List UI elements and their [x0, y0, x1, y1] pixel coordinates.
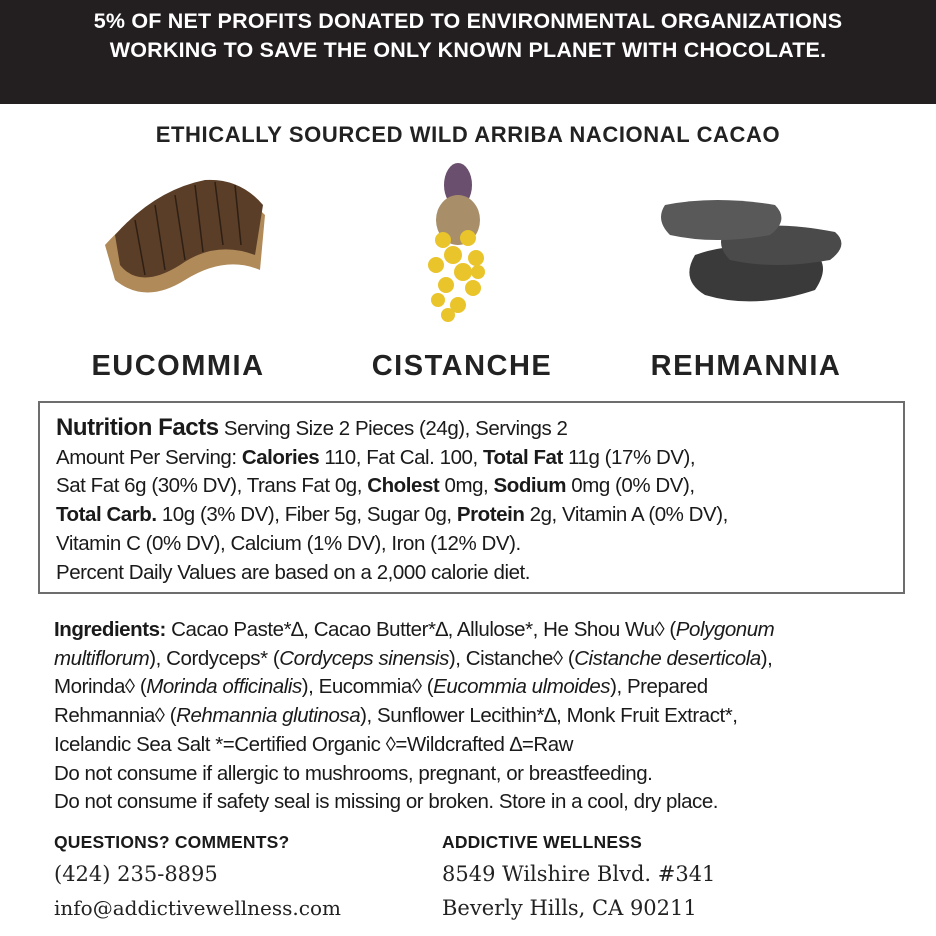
- nutrition-line: [56, 501, 903, 530]
- ingredients-text: Morinda◊ (: [54, 675, 147, 699]
- ingredients-text: ), Cordyceps* (: [149, 646, 280, 670]
- ingredients-line: [54, 731, 924, 760]
- ingredients-line: [54, 760, 924, 789]
- nutrition-text: Amount Per Serving:: [56, 445, 242, 469]
- nutrition-text: Total Fat: [483, 445, 563, 469]
- sourcing-headline: ETHICALLY SOURCED WILD ARRIBA NACIONAL CACAO: [155, 122, 781, 147]
- ingredients-line: [54, 616, 924, 645]
- banner-line-2: WORKING TO SAVE THE ONLY KNOWN PLANET WITH CHOCOLATE.: [109, 38, 827, 62]
- nutrition-text: Vitamin C (0% DV), Calcium (1% DV), Iron (12% DV).: [56, 531, 521, 555]
- ingredients-text: Do not consume if safety seal is missing or broken. Store in a cool, dry place.: [54, 790, 719, 814]
- ingredients-text: Ingredients:: [54, 618, 166, 641]
- cistanche-image: [308, 160, 608, 330]
- nutrition-text: Sodium: [493, 474, 567, 498]
- ingredients-text: Do not consume if allergic to mushrooms, pregnant, or breastfeeding.: [54, 761, 653, 785]
- nutrition-text: Protein: [456, 503, 525, 527]
- nutrition-line: [56, 414, 903, 444]
- rehmannia-image: [600, 160, 900, 310]
- nutrition-text: Percent Daily Values are based on a 2,000 calorie diet.: [56, 560, 531, 584]
- ingredients-text: multiflorum: [54, 646, 150, 670]
- nutrition-text: 2g, Vitamin A (0% DV),: [524, 503, 728, 527]
- ingredients-text: Cistanche deserticola: [574, 646, 761, 670]
- herb-label-rehmannia: REHMANNIA: [650, 350, 842, 382]
- herb-label-eucommia: EUCOMMIA: [91, 350, 265, 382]
- nutrition-text: Calories: [241, 445, 320, 469]
- ingredients-text: Eucommia ulmoides: [433, 675, 611, 699]
- ingredients-text: Polygonum: [675, 618, 775, 641]
- nutrition-facts-box: [38, 401, 905, 594]
- nutrition-text: 10g (3% DV), Fiber 5g, Sugar 0g,: [156, 503, 457, 527]
- nutrition-text: Serving Size 2 Pieces (24g), Servings 2: [218, 417, 568, 440]
- nutrition-text: 11g (17% DV),: [562, 445, 696, 469]
- ingredients-text: Rehmannia◊ (: [54, 704, 177, 728]
- ingredients-text: Rehmannia glutinosa: [176, 704, 361, 728]
- nutrition-text: Cholest: [367, 474, 440, 498]
- nutrition-text: 110, Fat Cal. 100,: [319, 445, 483, 469]
- company-address-line-1: 8549 Wilshire Blvd. #341: [442, 862, 716, 886]
- banner-line-1: 5% OF NET PROFITS DONATED TO ENVIRONMENTAL ORGANIZATIONS: [93, 9, 843, 33]
- donation-banner: [0, 0, 936, 104]
- contact-heading: QUESTIONS? COMMENTS?: [54, 832, 290, 852]
- ingredients-text: ),: [760, 646, 773, 670]
- ingredients-text: Cacao Paste*∆, Cacao Butter*∆, Allulose*, He Shou Wu◊ (: [165, 618, 676, 641]
- herb-label-cistanche: CISTANCHE: [371, 350, 553, 382]
- nutrition-text: Nutrition Facts: [56, 414, 219, 441]
- contact-phone: (424) 235-8895: [54, 862, 218, 886]
- ingredients-text: ), Prepared: [610, 675, 708, 699]
- nutrition-line: [56, 472, 903, 501]
- contact-email: info@addictivewellness.com: [54, 896, 341, 920]
- ingredients-line: [54, 788, 924, 817]
- nutrition-text: 0mg (0% DV),: [566, 474, 695, 498]
- ingredients-line: [54, 645, 924, 674]
- company-address-line-2: Beverly Hills, CA 90211: [442, 896, 697, 920]
- ingredients-line: [54, 673, 924, 702]
- eucommia-image: [30, 160, 330, 310]
- ingredients-text: ), Eucommia◊ (: [301, 675, 434, 699]
- nutrition-line: [56, 530, 903, 559]
- ingredients-text: Cordyceps sinensis: [279, 646, 449, 670]
- nutrition-line: [56, 444, 903, 473]
- ingredients-section: [54, 616, 924, 817]
- ingredients-line: [54, 702, 924, 731]
- ingredients-text: ), Cistanche◊ (: [448, 646, 575, 670]
- ingredients-text: Morinda officinalis: [146, 675, 302, 699]
- nutrition-text: Sat Fat 6g (30% DV), Trans Fat 0g,: [56, 474, 368, 498]
- company-heading: ADDICTIVE WELLNESS: [442, 832, 642, 852]
- ingredients-text: Icelandic Sea Salt *=Certified Organic ◊=Wildcrafted ∆=Raw: [54, 732, 574, 756]
- nutrition-text: 0mg,: [439, 474, 494, 498]
- nutrition-text: Total Carb.: [56, 503, 157, 527]
- ingredients-text: ), Sunflower Lecithin*∆, Monk Fruit Extract*,: [360, 704, 738, 728]
- nutrition-line: [56, 559, 903, 588]
